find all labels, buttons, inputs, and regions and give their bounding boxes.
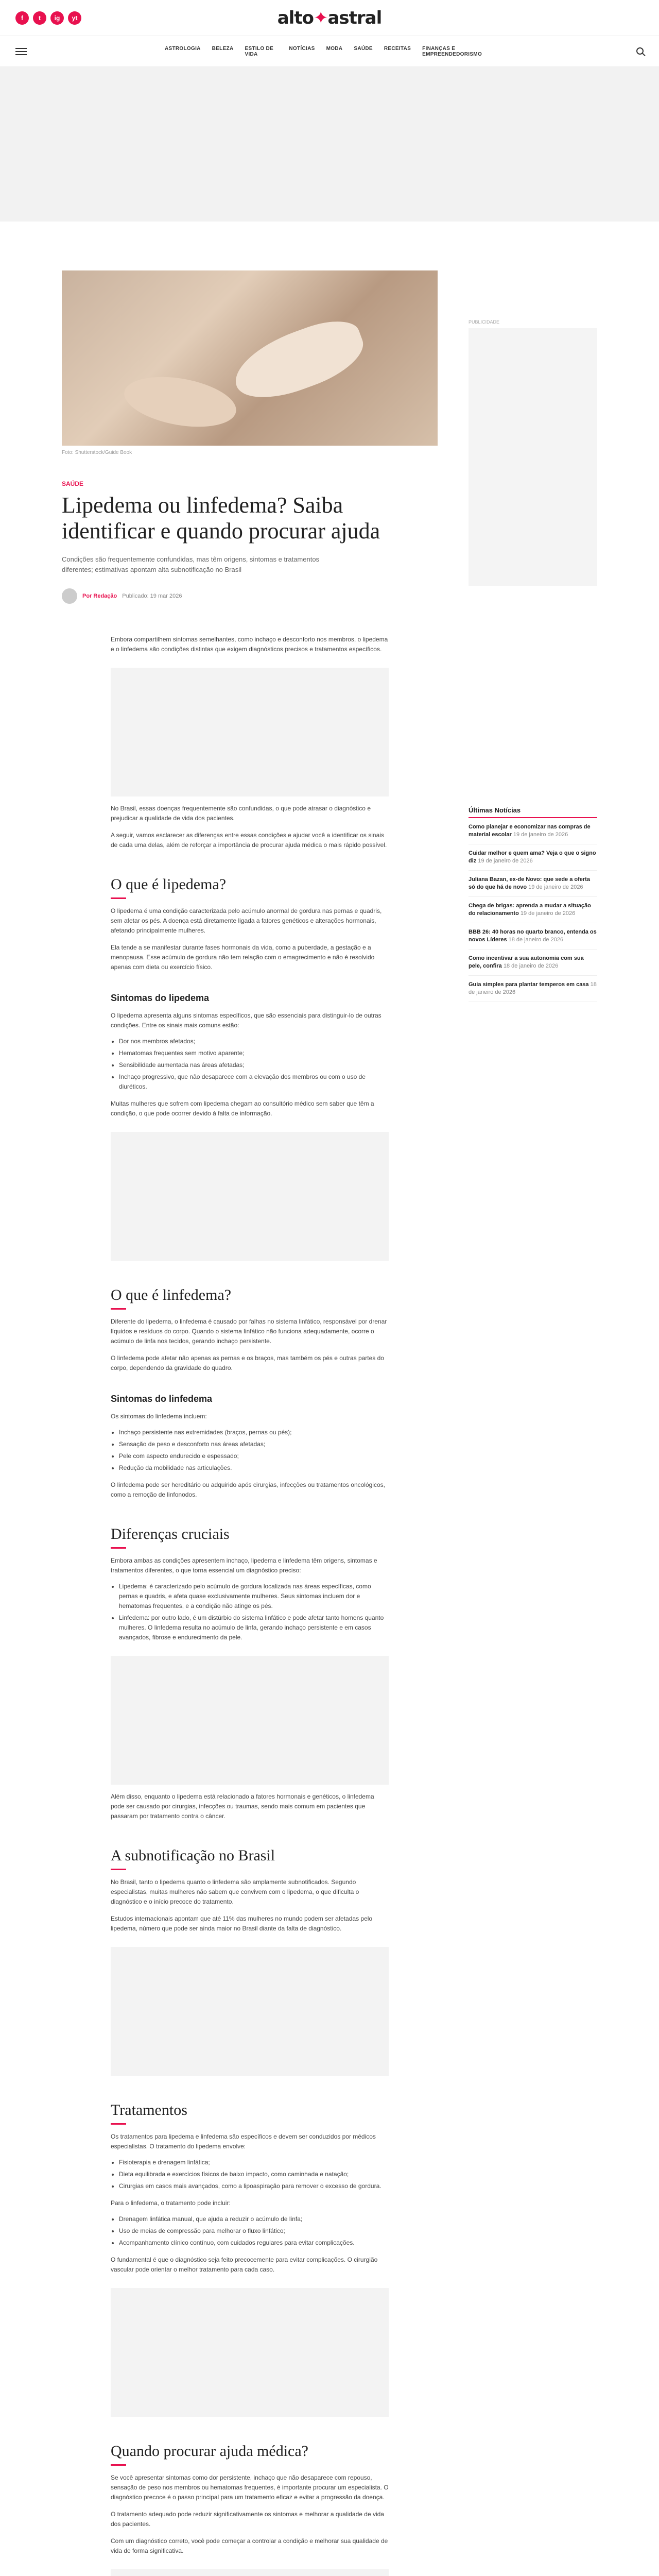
- list-item[interactable]: [469, 871, 597, 897]
- nav-links: [165, 46, 494, 57]
- inline-ad-slot: [111, 1947, 389, 2076]
- news-date: 18 de janeiro de 2026: [503, 963, 559, 969]
- treatment-list: [111, 2214, 389, 2248]
- inline-ad-slot: [111, 668, 389, 796]
- youtube-icon[interactable]: yt: [68, 11, 81, 25]
- sidebar-ad-slot: [469, 328, 597, 586]
- instagram-icon[interactable]: ig: [50, 11, 64, 25]
- paragraph: Com um diagnóstico correto, você pode começar a controlar a condição e melhorar sua qualidade de vida de forma significativa.: [111, 2537, 388, 2554]
- facebook-icon[interactable]: f: [15, 11, 29, 25]
- news-date: 19 de janeiro de 2026: [528, 884, 583, 890]
- paragraph: O fundamental é que o diagnóstico seja feito precocemente para evitar complicações. O cirurgião vascular pode orientar o melhor tratamento para cada caso.: [111, 2256, 378, 2273]
- heading-rule: [111, 2464, 126, 2466]
- news-date: 18 de janeiro de 2026: [469, 981, 597, 995]
- list-item: • Pele com aspecto endurecido e espessado;: [119, 1451, 389, 1461]
- list-item: • Hematomas frequentes sem motivo aparente;: [119, 1048, 389, 1058]
- paragraph: Ela tende a se manifestar durante fases hormonais da vida, como a puberdade, a gestação e a menopausa. Esse acúmulo de gordura não tem relação com o emagrecimento e não é resolvido apenas com dieta ou exercício físico.: [111, 944, 375, 971]
- nav-item-receitas[interactable]: RECEITAS: [384, 45, 411, 52]
- ad-label: PUBLICIDADE: [469, 319, 500, 325]
- news-title: Cuidar melhor e quem ama? Veja o que o signo diz: [469, 850, 596, 864]
- list-item[interactable]: [469, 818, 597, 844]
- latest-news: [469, 806, 597, 1002]
- top-ad-slot: [0, 67, 659, 222]
- nav-item-moda[interactable]: MODA: [326, 45, 343, 52]
- list-item: • Sensação de peso e desconforto nas áreas afetadas;: [119, 1439, 389, 1449]
- inline-ad-slot: [111, 1132, 389, 1261]
- list-item: • Sensibilidade aumentada nas áreas afetadas;: [119, 1060, 389, 1070]
- search-icon[interactable]: [636, 47, 644, 55]
- category-label[interactable]: SAÚDE: [62, 480, 84, 487]
- photo-credit: Foto: Shutterstock/Guide Book: [62, 450, 132, 455]
- list-item: • Dor nos membros afetados;: [119, 1037, 389, 1046]
- list-item: • Lipedema: é caracterizado pelo acúmulo de gordura localizada nas áreas específicas, como pernas e quadris, e afeta quase exclusivamente mulheres. Seus sintomas incluem dor e hematomas frequentes, e a condição não atinge os pés.: [119, 1582, 389, 1611]
- paragraph: No Brasil, essas doenças frequentemente são confundidas, o que pode atrasar o diagnóstico e prejudicar a qualidade de vida dos pacientes.: [111, 805, 371, 822]
- difference-list: [111, 1582, 389, 1642]
- nav-item-noticias[interactable]: NOTÍCIAS: [289, 45, 315, 52]
- paragraph: O linfedema pode ser hereditário ou adquirido após cirurgias, infecções ou tratamentos oncológicos, como a remoção de linfonodos.: [111, 1481, 385, 1498]
- news-title: Como planejar e economizar nas compras de material escolar: [469, 824, 591, 838]
- paragraph: No Brasil, tanto o lipedema quanto o linfedema são amplamente subnotificados. Segundo especialistas, muitas mulheres não sabem que convivem com o lipedema, o que dificulta o diagnóstico e o início precoce do tratamento.: [111, 1878, 359, 1905]
- section-heading: A subnotificação no Brasil: [111, 1847, 275, 1864]
- list-item[interactable]: [469, 976, 597, 1002]
- article-header: [62, 270, 438, 604]
- section-heading: O que é linfedema?: [111, 1286, 232, 1303]
- paragraph: Os tratamentos para lipedema e linfedema são específicos e devem ser conduzidos por médicos especialistas. O tratamento do lipedema envolve:: [111, 2133, 376, 2150]
- section-heading: Tratamentos: [111, 2102, 187, 2119]
- nav-item-estilo[interactable]: ESTILO DE VIDA: [245, 45, 273, 57]
- section-heading: Diferenças cruciais: [111, 1526, 230, 1543]
- list-item: • Linfedema: por outro lado, é um distúrbio do sistema linfático e pode afetar tanto homens quanto mulheres. O linfedema resulta no acúmulo de linfa, gerando inchaço persistente e em casos avançados, fibrose e endurecimento da pele.: [119, 1613, 389, 1642]
- section-heading: Quando procurar ajuda médica?: [111, 2443, 308, 2460]
- paragraph: Muitas mulheres que sofrem com lipedema chegam ao consultório médico sem saber que têm a condição, o que pode ocorrer devido à falta de informação.: [111, 1100, 374, 1117]
- treatment-list: [111, 2158, 389, 2191]
- logo-star-icon: ✦: [313, 7, 328, 28]
- news-date: 19 de janeiro de 2026: [478, 858, 533, 864]
- main-nav: [0, 36, 659, 67]
- list-item: • Uso de meias de compressão para melhorar o fluxo linfático;: [119, 2226, 389, 2236]
- list-item: • Inchaço persistente nas extremidades (braços, pernas ou pés);: [119, 1428, 389, 1437]
- news-title: Como incentivar a sua autonomia com sua pele, confira: [469, 955, 584, 969]
- twitter-icon[interactable]: t: [33, 11, 46, 25]
- heading-rule: [111, 2123, 126, 2125]
- paragraph: Além disso, enquanto o lipedema está relacionado a fatores hormonais e genéticos, o linfedema pode ser causado por cirurgias, infecções ou traumas, sendo mais comum em pacientes que passaram por tratamento contra o câncer.: [111, 1793, 374, 1820]
- news-title: BBB 26: 40 horas no quarto branco, entenda os novos Líderes: [469, 929, 597, 943]
- paragraph: Os sintomas do linfedema incluem:: [111, 1413, 207, 1420]
- symptom-list: [111, 1428, 389, 1473]
- avatar: [62, 588, 77, 604]
- news-date: 18 de janeiro de 2026: [508, 937, 564, 943]
- hero-shape: [120, 369, 240, 435]
- list-item: • Fisioterapia e drenagem linfática;: [119, 2158, 389, 2167]
- list-item: • Drenagem linfática manual, que ajuda a reduzir o acúmulo de linfa;: [119, 2214, 389, 2224]
- byline: [62, 588, 438, 604]
- list-item: • Cirurgias em casos mais avançados, como a lipoaspiração para remover o excesso de gordura.: [119, 2181, 389, 2191]
- paragraph: A seguir, vamos esclarecer as diferenças entre essas condições e ajudar você a identificar os sinais de cada uma delas, além de reforçar a importância de procurar ajuda médica o mais rápido possível.: [111, 832, 387, 849]
- author-name[interactable]: Por Redação: [82, 593, 117, 599]
- list-item[interactable]: [469, 897, 597, 923]
- paragraph: O linfedema pode afetar não apenas as pernas e os braços, mas também os pés e outras partes do corpo, dependendo da gravidade do quadro.: [111, 1354, 384, 1371]
- heading-rule: [111, 1547, 126, 1549]
- news-title: Chega de brigas: aprenda a mudar a situação do relacionamento: [469, 903, 591, 917]
- inline-ad-slot: [111, 1656, 389, 1785]
- latest-news-title: Últimas Notícias: [469, 806, 597, 818]
- paragraph: O tratamento adequado pode reduzir significativamente os sintomas e melhorar a qualidade de vida dos pacientes.: [111, 2511, 384, 2528]
- publish-date: Publicado: 19 mar 2026: [122, 593, 182, 599]
- article-title: Lipedema ou linfedema? Saiba identificar e quando procurar ajuda: [62, 493, 380, 544]
- paragraph: Embora compartilhem sintomas semelhantes, como inchaço e desconforto nos membros, o lipedema e o linfedema são condições distintas que exigem diagnósticos precisos e tratamentos específicos.: [111, 636, 388, 653]
- heading-rule: [111, 1308, 126, 1310]
- hero-image: [62, 270, 438, 446]
- social-links: [15, 11, 81, 25]
- subsection-heading: Sintomas do linfedema: [111, 1394, 213, 1404]
- inline-ad-slot: [111, 2288, 389, 2417]
- paragraph: Diferente do lipedema, o linfedema é causado por falhas no sistema linfático, responsável por drenar líquidos e resíduos do corpo. Quando o sistema linfático não funciona adequadamente, ocorre o acúmulo de linfa nos tecidos, gerando inchaço persistente.: [111, 1318, 387, 1345]
- list-item[interactable]: [469, 950, 597, 976]
- article-lead: Condições são frequentemente confundidas, mas têm origens, sintomas e tratamentos diferentes; estimativas apontam alta subnotificação no Brasil: [62, 555, 320, 573]
- nav-item-astrologia[interactable]: ASTROLOGIA: [165, 45, 201, 52]
- news-title: Guia simples para plantar temperos em casa: [469, 981, 589, 988]
- list-item: • Dieta equilibrada e exercícios físicos de baixo impacto, como caminhada e natação;: [119, 2170, 389, 2179]
- menu-icon[interactable]: [15, 48, 27, 55]
- section-heading: O que é lipedema?: [111, 876, 227, 893]
- paragraph: Para o linfedema, o tratamento pode incluir:: [111, 2199, 231, 2207]
- paragraph: Se você apresentar sintomas como dor persistente, inchaço que não desaparece com repouso, sensação de peso nos membros ou hematomas frequentes, é importante procurar um especialista. O diagnóstico precoce é o passo principal para um tratamento eficaz e evitar a progressão da doença.: [111, 2474, 389, 2501]
- news-title: Juliana Bazan, ex-de Novo: que sede a oferta só do que há de novo: [469, 876, 590, 890]
- symptom-list: [111, 1037, 389, 1092]
- article-body: [111, 635, 389, 2576]
- paragraph: O lipedema é uma condição caracterizada pelo acúmulo anormal de gordura nas pernas e quadris, sem afetar os pés. A doença está diretamente ligada a fatores genéticos e alterações hormonais, afetando principalmente mulheres.: [111, 907, 382, 934]
- heading-rule: [111, 897, 126, 899]
- list-item[interactable]: [469, 844, 597, 871]
- paragraph: Embora ambas as condições apresentem inchaço, lipedema e linfedema têm origens, sintomas e tratamentos diferentes, o que torna essencial um diagnóstico preciso:: [111, 1557, 377, 1574]
- hero-shape: [226, 311, 371, 410]
- news-date: 19 de janeiro de 2026: [520, 910, 576, 917]
- subsection-heading: Sintomas do lipedema: [111, 993, 210, 1003]
- nav-item-saude[interactable]: SAÚDE: [354, 45, 373, 52]
- top-bar: [0, 0, 659, 36]
- heading-rule: [111, 1869, 126, 1870]
- paragraph: Estudos internacionais apontam que até 11% das mulheres no mundo podem ser afetadas pelo lipedema, número que pode ser ainda maior no Brasil diante da falta de diagnóstico.: [111, 1915, 373, 1932]
- list-item: • Inchaço progressivo, que não desaparece com a elevação dos membros ou com o uso de diuréticos.: [119, 1072, 389, 1092]
- nav-item-financas[interactable]: FINANÇAS E EMPREENDEDORISMO: [422, 45, 482, 57]
- nav-item-beleza[interactable]: BELEZA: [212, 45, 234, 52]
- logo-text-left: alto: [277, 7, 314, 28]
- article-container: [62, 270, 597, 2576]
- paragraph: O lipedema apresenta alguns sintomas específicos, que são essenciais para distinguir-lo de outras condições. Entre os sinais mais comuns estão:: [111, 1012, 381, 1029]
- list-item: • Redução da mobilidade nas articulações.: [119, 1463, 389, 1473]
- list-item: • Acompanhamento clínico contínuo, com cuidados regulares para evitar complicações.: [119, 2238, 389, 2248]
- site-logo[interactable]: [278, 8, 382, 28]
- list-item[interactable]: [469, 923, 597, 950]
- news-date: 19 de janeiro de 2026: [513, 832, 568, 838]
- inline-ad-slot: [111, 2569, 389, 2576]
- logo-text-right: astral: [327, 7, 382, 28]
